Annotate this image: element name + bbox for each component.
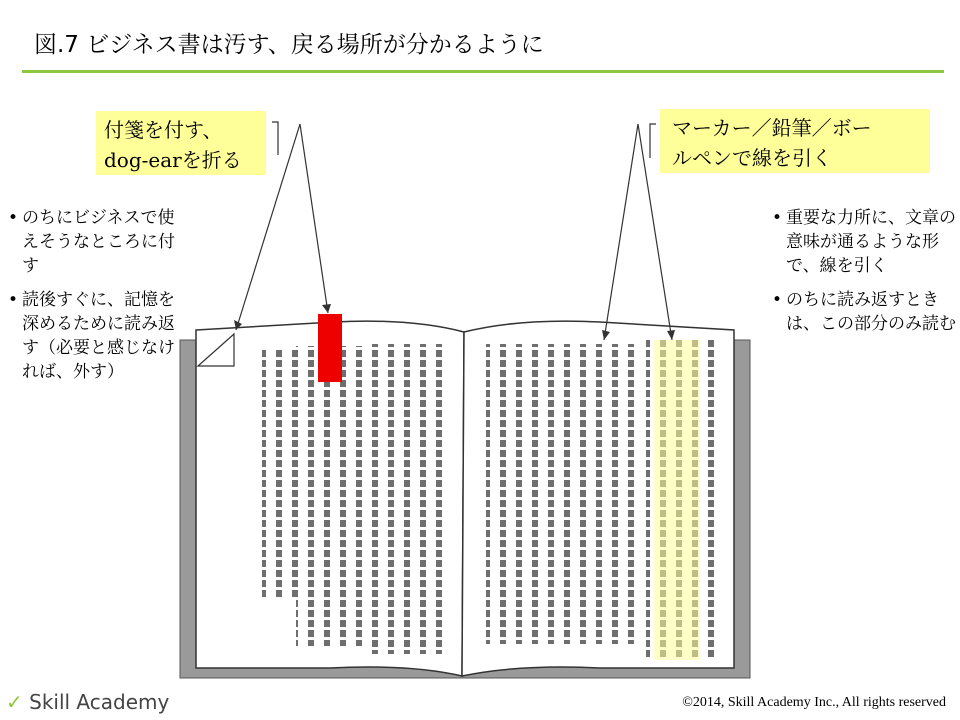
callout-sticky-notes — [96, 111, 266, 175]
callout-right-line1: マーカー／鉛筆／ボー — [672, 116, 872, 140]
copyright-text: ©2014, Skill Academy Inc., All rights reserved — [682, 695, 946, 710]
sticky-note-tab — [318, 314, 342, 382]
callout-left-line2: dog-earを折る — [104, 148, 242, 172]
callout-left-line1: 付箋を付す、 — [104, 118, 223, 142]
slide-title: 図.7 ビジネス書は汚す、戻る場所が分かるように — [34, 32, 544, 58]
skill-academy-logo-icon: ✓ — [6, 690, 23, 714]
notes-left-list — [8, 206, 186, 394]
company-logo — [6, 690, 169, 714]
notes-left-item: • のちにビジネスで使えそうなところに付す — [8, 206, 186, 278]
notes-left-item: • 読後すぐに、記憶を深めるために読み返す（必要と感じなければ、外す） — [8, 288, 186, 384]
notes-right-item: • のちに読み返すときは、この部分のみ読む — [772, 288, 960, 336]
callout-right-line2: ルペンで線を引く — [672, 146, 832, 170]
notes-right-item: • 重要な力所に、文章の意味が通るような形で、線を引く — [772, 206, 960, 278]
marker-highlight — [654, 340, 700, 660]
notes-right-list — [772, 206, 960, 346]
logo-text: Skill Academy — [29, 690, 170, 714]
callout-pointer-right — [604, 124, 638, 340]
callout-marker-lines — [660, 109, 930, 173]
